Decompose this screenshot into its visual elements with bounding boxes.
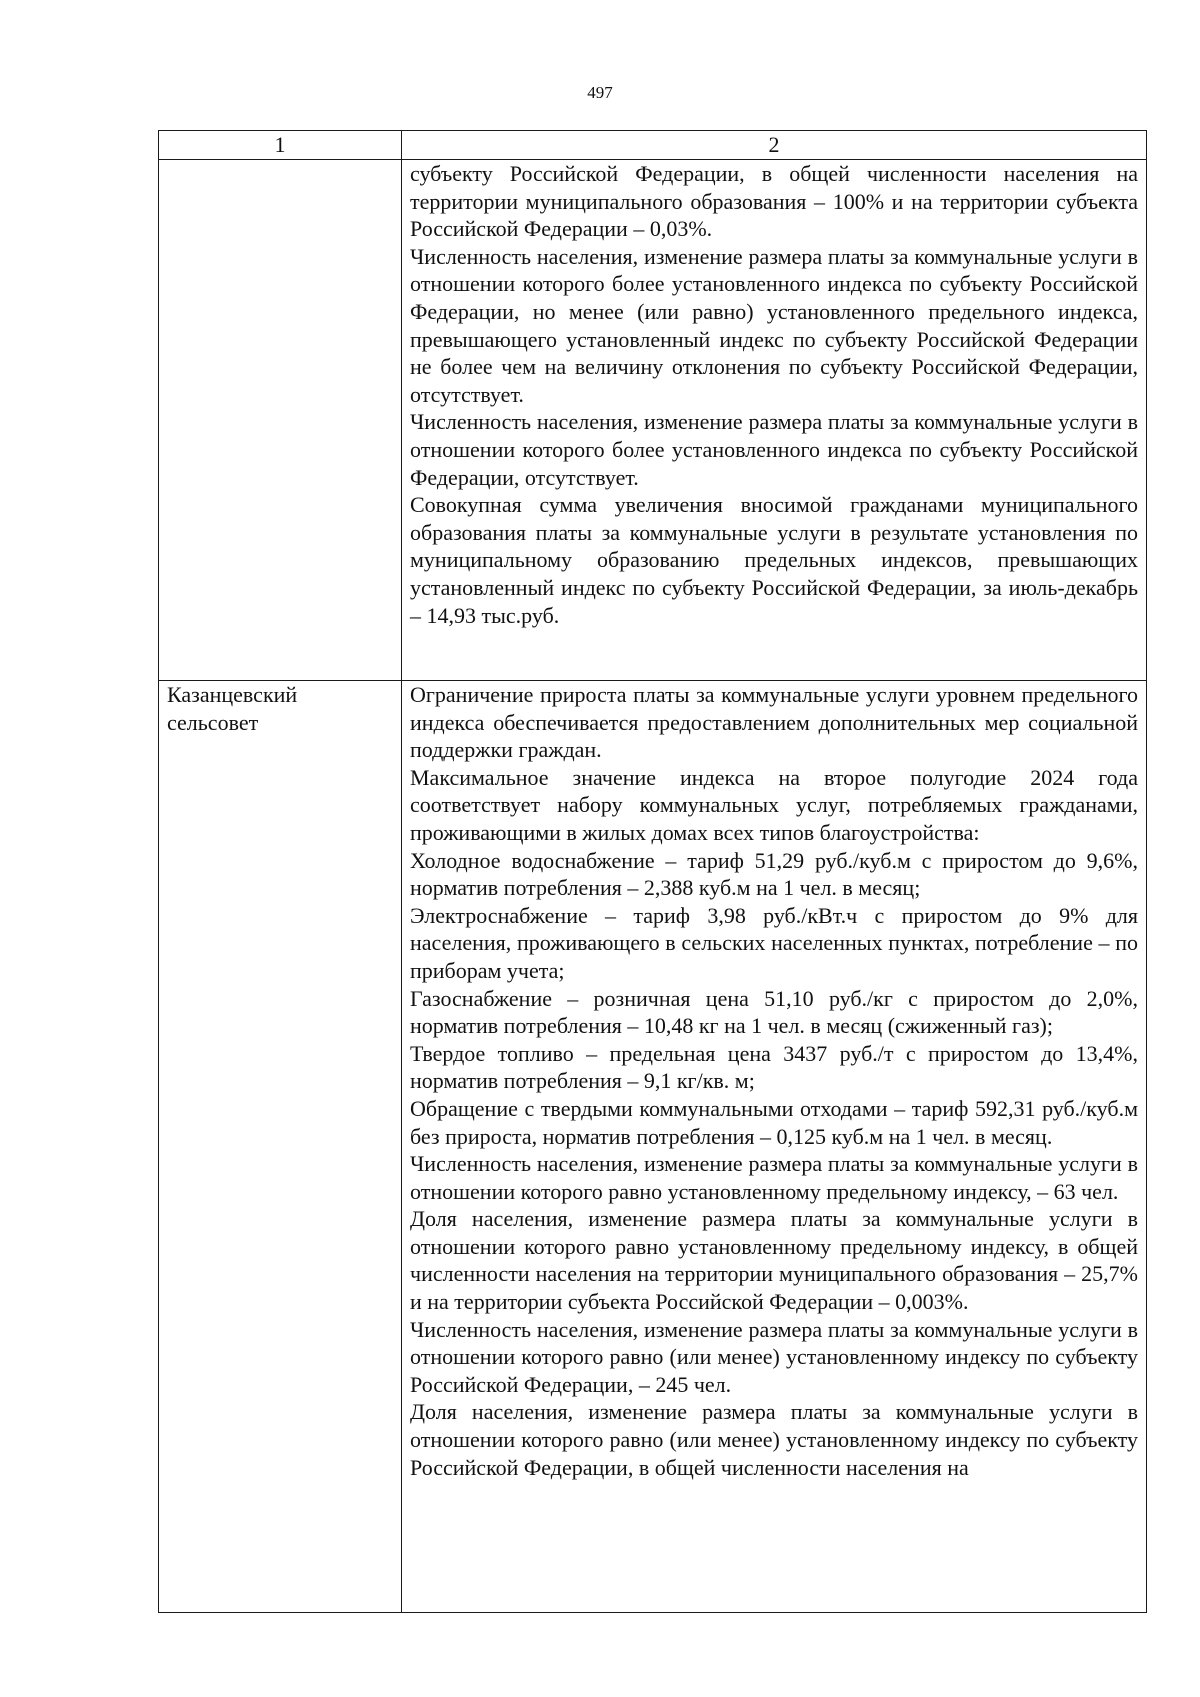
- table-row: [159, 160, 1147, 681]
- paragraph: Максимальное значение индекса на второе полугодие 2024 года соответствует набору коммунальных услуг, потребляемых гражданами, проживающими в жилых домах всех типов благоустройства:: [410, 764, 1138, 845]
- paragraph: Ограничение прироста платы за коммунальные услуги уровнем предельного индекса обеспечивается предоставлением дополнительных мер социальной поддержки граждан.: [410, 682, 1138, 763]
- paragraph: Холодное водоснабжение – тариф 51,29 руб./куб.м с приростом до 9,6%, норматив потребления – 2,388 куб.м на 1 чел. в месяц;: [410, 847, 1138, 901]
- municipality-name-line: сельсовет: [167, 709, 259, 735]
- paragraph: Электроснабжение – тариф 3,98 руб./кВт.ч с приростом до 9% для населения, проживающего в сельских населенных пунктах, потребление – по приборам учета;: [410, 902, 1138, 983]
- paragraph: Доля населения, изменение размера платы за коммунальные услуги в отношении которого равно (или менее) установленному индексу по субъекту Российской Федерации, в общей численности населения на: [410, 1399, 1138, 1480]
- page-number: 497: [587, 83, 613, 102]
- paragraph: Газоснабжение – розничная цена 51,10 руб./кг с приростом до 2,0%, норматив потребления – 10,48 кг на 1 чел. в месяц (сжиженный газ);: [410, 985, 1138, 1039]
- table-row: [159, 681, 1147, 1613]
- municipality-name-line: Казанцевский: [167, 682, 298, 707]
- column-header-2: 2: [402, 131, 1147, 160]
- table-header-row: [159, 131, 1147, 160]
- description-cell: [402, 681, 1147, 1613]
- paragraph: Обращение с твердыми коммунальными отходами – тариф 592,31 руб./куб.м без прироста, норматив потребления – 0,125 куб.м на 1 чел. в месяц.: [410, 1095, 1138, 1149]
- paragraph: субъекту Российской Федерации, в общей численности населения на территории муниципального образования – 100% и на территории субъекта Российской Федерации – 0,03%.: [410, 161, 1138, 242]
- paragraph: Численность населения, изменение размера платы за коммунальные услуги в отношении которого более установленного индекса по субъекту Российской Федерации, отсутствует.: [410, 409, 1138, 490]
- column-header-1: 1: [159, 131, 402, 160]
- paragraph: Доля населения, изменение размера платы за коммунальные услуги в отношении которого равно установленному предельному индексу, в общей численности населения на территории муниципального образования – 25,7% и на территории субъекта Российской Федерации – 0,003%.: [410, 1206, 1138, 1315]
- municipality-name-cell: [159, 681, 402, 1613]
- paragraph: Численность населения, изменение размера платы за коммунальные услуги в отношении которого более установленного индекса по субъекту Российской Федерации, но менее (или равно) установленного предельного индекса, превышающего установленный индекс по субъекту Российской Федерации не более чем на величину отклонения по субъекту Российской Федерации, отсутствует.: [410, 243, 1138, 407]
- municipality-name-cell: [159, 160, 402, 681]
- paragraph: Численность населения, изменение размера платы за коммунальные услуги в отношении которого равно (или менее) установленному индексу по субъекту Российской Федерации, – 245 чел.: [410, 1316, 1138, 1397]
- paragraph: Численность населения, изменение размера платы за коммунальные услуги в отношении которого равно установленному предельному индексу, – 63 чел.: [410, 1151, 1138, 1204]
- document-table: [158, 130, 1147, 1613]
- description-cell: [402, 160, 1147, 681]
- paragraph: Совокупная сумма увеличения вносимой гражданами муниципального образования платы за коммунальные услуги в результате установления по муниципальному образованию предельных индексов, превышающих установленный индекс по субъекту Российской Федерации, за июль-декабрь – 14,93 тыс.руб.: [410, 492, 1138, 628]
- paragraph: Твердое топливо – предельная цена 3437 руб./т с приростом до 13,4%, норматив потребления – 9,1 кг/кв. м;: [410, 1040, 1138, 1094]
